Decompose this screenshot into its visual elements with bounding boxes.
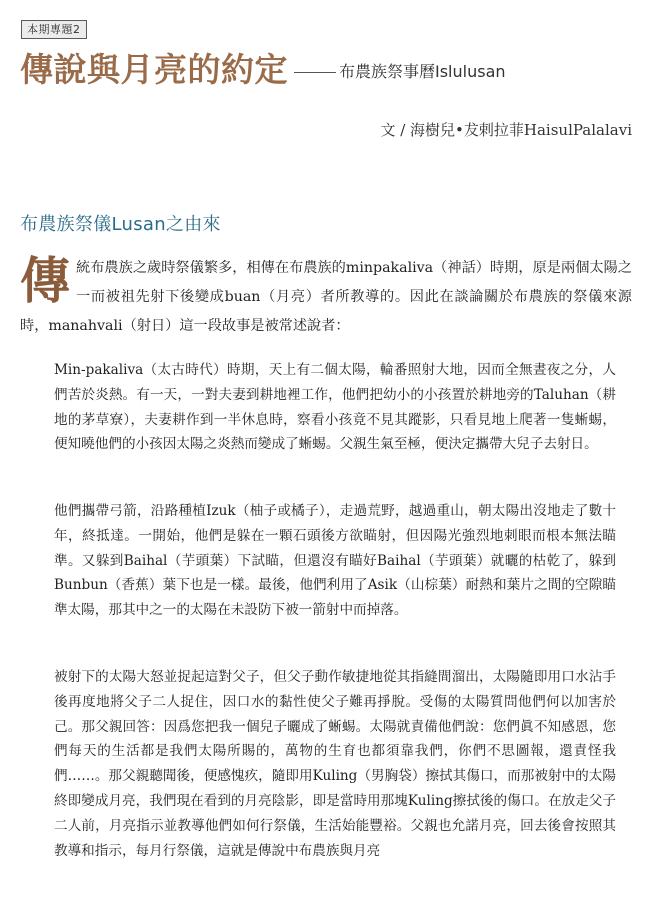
drop-cap: 傳 [20,251,70,310]
title-dash-divider [294,72,336,73]
intro-paragraph [20,251,632,341]
story-paragraph-3: 被射下的太陽大怒並捉起這對父子，但父子動作敏捷地從其指縫間溜出，太陽隨即用口水沾手後再度地將父子二人捉住，因口水的黏性使父子難再掙脫。受傷的太陽質問他們何以加害於己。那父親回答：因爲您把我一個兒子曬成了蜥蜴。太陽就責備他們說：您們眞不知感恩，您們每天的生活都是我們太陽所賜的，萬物的生育也都須靠我們，你們不思圖報，還責怪我們……。那父親聽聞後，便感愧疚，隨即用Kuling（男胸袋）擦拭其傷口，而那被射中的太陽終即變成月亮，我們現在看到的月亮陰影，即是當時用那塊Kuling擦拭後的傷口。在放走父子二人前，月亮指示並教導他們如何行祭儀，生活始能豐裕。父親也允諾月亮，回去後會按照其教導和指示，每月行祭儀，這就是傳說中布農族與月亮 [54,669,616,859]
author-byline: 文 / 海樹兒•犮剌拉菲HaisulPalalavi [380,121,632,139]
column-tag: 本期專題2 [21,20,87,39]
title-row [20,50,640,90]
article-subtitle: 布農族祭事曆Islulusan [339,62,506,81]
intro-text: 統布農族之歲時祭儀繁多，相傳在布農族的minpakaliva（神話）時期，原是兩個太陽之一而被祖先射下後變成buan（月亮）者所教導的。因此在談論關於布農族的祭儀來源時，manahvali（射日）這一段故事是被常述說者： [20,260,632,334]
section-heading: 布農族祭儀Lusan之由來 [20,214,221,235]
article-title: 傳說與月亮的約定 [20,50,288,89]
story-paragraph-1: Min-pakaliva（太古時代）時期，天上有二個太陽，輪番照射大地，因而全無晝夜之分，人們苦於炎熱。有一天，一對夫妻到耕地裡工作，他們把幼小的小孩置於耕地旁的Taluhan（耕地的茅草寮），夫妻耕作到一半休息時，察看小孩竟不見其蹤影，只看見地上爬著一隻蜥蜴，便知曉他們的小孩因太陽之炎熱而變成了蜥蜴。父親生氣至極，便決定攜帶大兒子去射日。 [54,362,616,453]
story-paragraph-2: 他們攜帶弓箭，沿路種植Izuk（柚子或橘子），走過荒野，越過重山，朝太陽出沒地走了數十年，終抵達。一開始，他們是躲在一顆石頭後方欲瞄射，但因陽光強烈地刺眼而根本無法瞄準。又躲到Baihal（芋頭葉）下試瞄，但還沒有瞄好Baihal（芋頭葉）就曬的枯乾了，躲到Bunbun（香蕉）葉下也是一樣。最後，他們利用了Asik（山棕葉）耐熱和葉片之間的空隙瞄準太陽，那其中之一的太陽在未設防下被一箭射中而掉落。 [54,503,616,619]
